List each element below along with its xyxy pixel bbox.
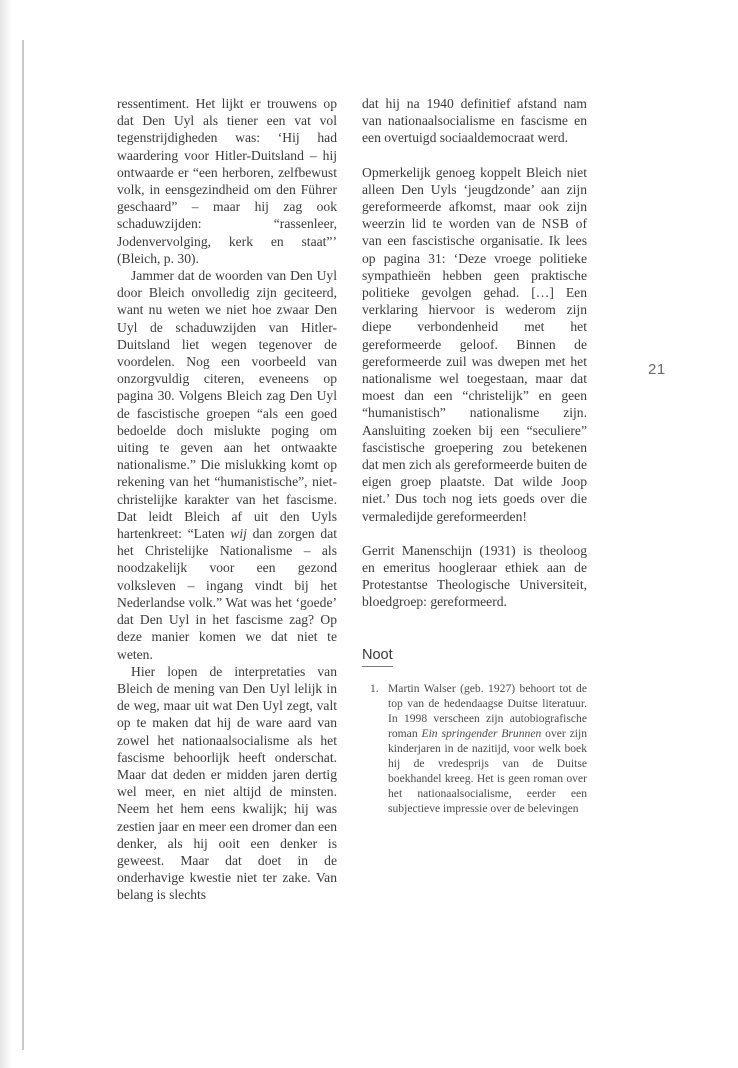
left-text-column (117, 95, 337, 904)
emphasis-wij: wij (230, 526, 247, 542)
page-number: 21 (648, 361, 666, 378)
notes-heading: Noot (362, 647, 393, 667)
gutter-rule (22, 40, 24, 1050)
footnote-text-end: over zijn kinderjaren in de nazitijd, voor welk boek hij de vredesprijs van de Duitse boekhandel kreeg. Het is geen roman over het nationaalsocialisme, eerder een subjectieve impressie over de belevingen (388, 726, 587, 815)
footnote-number: 1. (370, 681, 379, 695)
author-bio: Gerrit Manenschijn (1931) is theoloog en emeritus hoogleraar ethiek aan de Protestantse Theologische Universiteit, bloedgroep: gereformeerd. (362, 542, 587, 610)
left-paragraph-2 (117, 267, 337, 663)
right-paragraph-2-end: of van een fascistische organisatie. Ik lees op pagina 31: ‘Deze vroege politieke sympathieën hebben geen praktische politieke gevolgen gehad. […] Een verklaring hiervoor is wederom zijn diepe verbondenheid met het gereformeerde geloof. Binnen de gereformeerde zuil was dwepen met het nationalisme wel toegestaan, maar dat moest dan een “christelijk” en geen “humanistisch” nationalisme zijn. Aansluiting zoeken bij een “seculiere” fascistische groepering zou betekenen dat men zich als gereformeerde buiten de eigen groep plaatste. Dat wilde Joop niet.’ Dus toch nog iets goeds over die vermaledijde gereformeerden! (362, 216, 587, 524)
right-paragraph-2-start: Opmerkelijk genoeg koppelt Bleich niet alleen Den Uyls ‘jeugdzonde’ aan zijn gereformeerde afkomst, maar ook zijn weerzin lid te worden van de (362, 164, 587, 232)
left-paragraph-3: Hier lopen de interpretaties van Bleich de mening van Den Uyl lelijk in de weg, maar uit wat Den Uyl zegt, valt op te maken dat hij de ware aard van zowel het nationaalsocialisme als het fascisme behoorlijk heeft onderschat. Maar dat deden er midden jaren dertig wel meer, en niet altijd de minsten. Neem het hem eens kwalijk; hij was zestien jaar en meer een dromer dan een denker, als hij ooit een denker is geweest. Maar dat doet in de onderhavige kwestie niet ter zake. Van belang is slechts (117, 663, 337, 903)
book-title: Ein springender Brunnen (421, 726, 542, 740)
left-paragraph-1: ressentiment. Het lijkt er trouwens op dat Den Uyl als tiener een vat vol tegenstrijdigheden was: ‘Hij had waardering voor Hitler-Duitsland – hij ontwaarde er “een herboren, zelfbewust volk, in eensgezindheid om den Führer geschaard” – maar hij zag ook schaduwzijden: “rassenleer, Jodenvervolging, kerk en staat”’ (Bleich, p. 30). (117, 96, 337, 266)
right-paragraph-1: dat hij na 1940 definitief afstand nam van nationaalsocialisme en fascisme en een overtuigd sociaaldemocraat werd. (362, 96, 587, 146)
right-paragraph-2 (362, 164, 587, 525)
book-spine-shadow (0, 0, 12, 1068)
abbreviation-nsb: NSB (541, 216, 570, 232)
footnote-text-start: Martin Walser (geb. 1927) behoort tot de top van de hedendaagse Duitse literatuur. In 1998 verscheen zijn autobiografische roman (388, 681, 587, 740)
left-paragraph-2-tail: dan zorgen dat het Christelijke Nationalisme – als noodzakelijk voor een gezond volksleven – ingang vindt bij het Nederlandse volk.” Wat was het ‘goede’ dat Den Uyl in het fascisme zag? Op deze manier komen we dat niet te weten. (117, 526, 337, 662)
right-text-column (362, 95, 587, 816)
left-paragraph-2-text: Jammer dat de woorden van Den Uyl door Bleich onvolledig zijn geciteerd, want nu weten we niet hoe zwaar Den Uyl de schaduwzijden van Hitler-Duitsland liet wegen tegenover de voordelen. Nog een voorbeeld van onzorgvuldig citeren, eveneens op pagina 30. Volgens Bleich zag Den Uyl de fascistische groepen “als een goed bedoelde doch mislukte poging om uiting te geven aan het ontwaakte nationalisme.” Die mislukking komt op rekening van het “humanistische”, niet-christelijke karakter van het fascisme. Dat leidt Bleich af uit den Uyls hartenkreet: “Laten (117, 268, 337, 542)
footnote-1 (362, 681, 587, 816)
